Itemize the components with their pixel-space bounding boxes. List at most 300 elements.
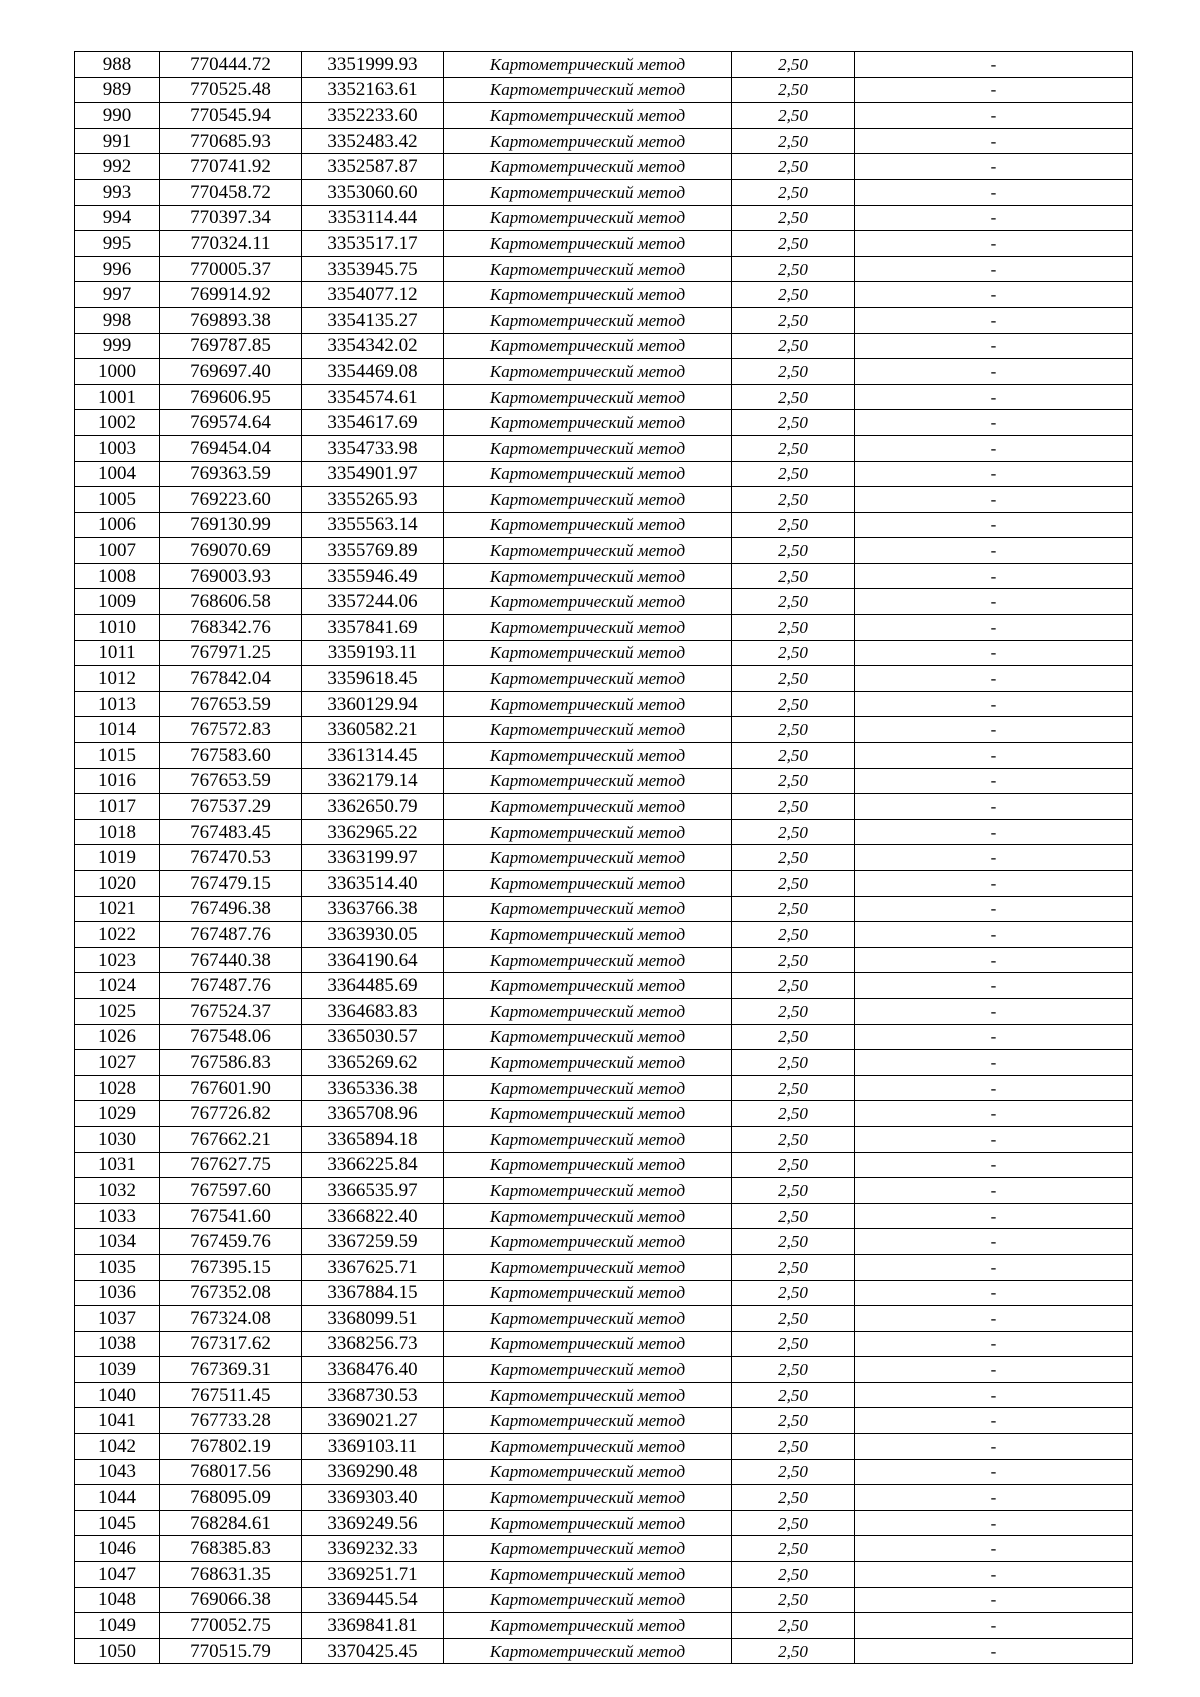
y-coordinate-cell: 3355265.93 (302, 487, 444, 513)
x-coordinate-cell: 770397.34 (160, 205, 302, 231)
note-cell: - (855, 154, 1133, 180)
table-row (75, 307, 1133, 333)
x-coordinate-cell: 767487.76 (160, 973, 302, 999)
table-row (75, 538, 1133, 564)
y-coordinate-cell: 3369249.56 (302, 1510, 444, 1536)
y-coordinate-cell: 3353114.44 (302, 205, 444, 231)
y-coordinate-cell: 3357244.06 (302, 589, 444, 615)
x-coordinate-cell: 767726.82 (160, 1101, 302, 1127)
point-number-cell: 1017 (75, 794, 160, 820)
y-coordinate-cell: 3363514.40 (302, 871, 444, 897)
note-cell: - (855, 282, 1133, 308)
y-coordinate-cell: 3368099.51 (302, 1306, 444, 1332)
x-coordinate-cell: 770685.93 (160, 128, 302, 154)
table-row (75, 819, 1133, 845)
accuracy-cell: 2,50 (732, 1126, 855, 1152)
accuracy-cell: 2,50 (732, 179, 855, 205)
y-coordinate-cell: 3368730.53 (302, 1382, 444, 1408)
method-cell: Картометрический метод (444, 973, 732, 999)
method-cell: Картометрический метод (444, 1357, 732, 1383)
table-row (75, 1178, 1133, 1204)
y-coordinate-cell: 3367884.15 (302, 1280, 444, 1306)
table-row (75, 282, 1133, 308)
note-cell: - (855, 998, 1133, 1024)
point-number-cell: 1015 (75, 743, 160, 769)
point-number-cell: 1049 (75, 1613, 160, 1639)
note-cell: - (855, 1075, 1133, 1101)
x-coordinate-cell: 769606.95 (160, 384, 302, 410)
method-cell: Картометрический метод (444, 768, 732, 794)
method-cell: Картометрический метод (444, 231, 732, 257)
table-row (75, 384, 1133, 410)
table-row (75, 1152, 1133, 1178)
method-cell: Картометрический метод (444, 896, 732, 922)
y-coordinate-cell: 3365708.96 (302, 1101, 444, 1127)
point-number-cell: 991 (75, 128, 160, 154)
x-coordinate-cell: 767586.83 (160, 1050, 302, 1076)
point-number-cell: 1018 (75, 819, 160, 845)
note-cell: - (855, 512, 1133, 538)
table-row (75, 1203, 1133, 1229)
y-coordinate-cell: 3363766.38 (302, 896, 444, 922)
y-coordinate-cell: 3360582.21 (302, 717, 444, 743)
table-row (75, 1024, 1133, 1050)
table-row (75, 1638, 1133, 1664)
table-row (75, 1126, 1133, 1152)
point-number-cell: 1007 (75, 538, 160, 564)
x-coordinate-cell: 767459.76 (160, 1229, 302, 1255)
note-cell: - (855, 1638, 1133, 1664)
table-row (75, 154, 1133, 180)
y-coordinate-cell: 3365336.38 (302, 1075, 444, 1101)
method-cell: Картометрический метод (444, 435, 732, 461)
point-number-cell: 993 (75, 179, 160, 205)
accuracy-cell: 2,50 (732, 922, 855, 948)
x-coordinate-cell: 768631.35 (160, 1562, 302, 1588)
table-row (75, 487, 1133, 513)
point-number-cell: 1023 (75, 947, 160, 973)
method-cell: Картометрический метод (444, 1101, 732, 1127)
point-number-cell: 1027 (75, 1050, 160, 1076)
method-cell: Картометрический метод (444, 77, 732, 103)
y-coordinate-cell: 3354077.12 (302, 282, 444, 308)
accuracy-cell: 2,50 (732, 1587, 855, 1613)
point-number-cell: 1029 (75, 1101, 160, 1127)
x-coordinate-cell: 767601.90 (160, 1075, 302, 1101)
x-coordinate-cell: 768017.56 (160, 1459, 302, 1485)
table-row (75, 589, 1133, 615)
accuracy-cell: 2,50 (732, 589, 855, 615)
table-row (75, 1050, 1133, 1076)
table-row (75, 410, 1133, 436)
accuracy-cell: 2,50 (732, 1229, 855, 1255)
note-cell: - (855, 103, 1133, 129)
method-cell: Картометрический метод (444, 615, 732, 641)
note-cell: - (855, 1536, 1133, 1562)
y-coordinate-cell: 3363930.05 (302, 922, 444, 948)
method-cell: Картометрический метод (444, 1178, 732, 1204)
method-cell: Картометрический метод (444, 154, 732, 180)
method-cell: Картометрический метод (444, 1536, 732, 1562)
method-cell: Картометрический метод (444, 998, 732, 1024)
point-number-cell: 1001 (75, 384, 160, 410)
x-coordinate-cell: 767483.45 (160, 819, 302, 845)
y-coordinate-cell: 3359193.11 (302, 640, 444, 666)
note-cell: - (855, 666, 1133, 692)
y-coordinate-cell: 3359618.45 (302, 666, 444, 692)
y-coordinate-cell: 3354574.61 (302, 384, 444, 410)
x-coordinate-cell: 767583.60 (160, 743, 302, 769)
accuracy-cell: 2,50 (732, 615, 855, 641)
point-number-cell: 1040 (75, 1382, 160, 1408)
method-cell: Картометрический метод (444, 640, 732, 666)
method-cell: Картометрический метод (444, 1613, 732, 1639)
x-coordinate-cell: 768095.09 (160, 1485, 302, 1511)
y-coordinate-cell: 3353945.75 (302, 256, 444, 282)
point-number-cell: 996 (75, 256, 160, 282)
table-row (75, 1587, 1133, 1613)
point-number-cell: 1020 (75, 871, 160, 897)
method-cell: Картометрический метод (444, 563, 732, 589)
table-row (75, 52, 1133, 78)
method-cell: Картометрический метод (444, 487, 732, 513)
y-coordinate-cell: 3355946.49 (302, 563, 444, 589)
x-coordinate-cell: 767487.76 (160, 922, 302, 948)
y-coordinate-cell: 3354901.97 (302, 461, 444, 487)
method-cell: Картометрический метод (444, 743, 732, 769)
method-cell: Картометрический метод (444, 947, 732, 973)
accuracy-cell: 2,50 (732, 998, 855, 1024)
table-row (75, 1536, 1133, 1562)
y-coordinate-cell: 3357841.69 (302, 615, 444, 641)
table-row (75, 1434, 1133, 1460)
method-cell: Картометрический метод (444, 1306, 732, 1332)
y-coordinate-cell: 3366535.97 (302, 1178, 444, 1204)
x-coordinate-cell: 767479.15 (160, 871, 302, 897)
note-cell: - (855, 384, 1133, 410)
method-cell: Картометрический метод (444, 1459, 732, 1485)
note-cell: - (855, 1229, 1133, 1255)
table-row (75, 743, 1133, 769)
point-number-cell: 1042 (75, 1434, 160, 1460)
point-number-cell: 1039 (75, 1357, 160, 1383)
accuracy-cell: 2,50 (732, 1101, 855, 1127)
x-coordinate-cell: 768606.58 (160, 589, 302, 615)
table-row (75, 1229, 1133, 1255)
x-coordinate-cell: 769893.38 (160, 307, 302, 333)
table-row (75, 77, 1133, 103)
note-cell: - (855, 307, 1133, 333)
x-coordinate-cell: 767627.75 (160, 1152, 302, 1178)
x-coordinate-cell: 769223.60 (160, 487, 302, 513)
y-coordinate-cell: 3369251.71 (302, 1562, 444, 1588)
table-row (75, 1562, 1133, 1588)
note-cell: - (855, 1203, 1133, 1229)
point-number-cell: 997 (75, 282, 160, 308)
note-cell: - (855, 179, 1133, 205)
method-cell: Картометрический метод (444, 1510, 732, 1536)
note-cell: - (855, 1280, 1133, 1306)
y-coordinate-cell: 3352483.42 (302, 128, 444, 154)
table-row (75, 794, 1133, 820)
method-cell: Картометрический метод (444, 359, 732, 385)
y-coordinate-cell: 3363199.97 (302, 845, 444, 871)
method-cell: Картометрический метод (444, 1408, 732, 1434)
table-row (75, 1101, 1133, 1127)
table-row (75, 333, 1133, 359)
point-number-cell: 1048 (75, 1587, 160, 1613)
y-coordinate-cell: 3369841.81 (302, 1613, 444, 1639)
note-cell: - (855, 1434, 1133, 1460)
x-coordinate-cell: 769070.69 (160, 538, 302, 564)
note-cell: - (855, 256, 1133, 282)
point-number-cell: 1002 (75, 410, 160, 436)
x-coordinate-cell: 767653.59 (160, 768, 302, 794)
x-coordinate-cell: 767662.21 (160, 1126, 302, 1152)
accuracy-cell: 2,50 (732, 282, 855, 308)
method-cell: Картометрический метод (444, 819, 732, 845)
table-row (75, 231, 1133, 257)
table-row (75, 768, 1133, 794)
method-cell: Картометрический метод (444, 103, 732, 129)
method-cell: Картометрический метод (444, 307, 732, 333)
y-coordinate-cell: 3367625.71 (302, 1254, 444, 1280)
x-coordinate-cell: 767317.62 (160, 1331, 302, 1357)
point-number-cell: 1026 (75, 1024, 160, 1050)
note-cell: - (855, 768, 1133, 794)
point-number-cell: 1030 (75, 1126, 160, 1152)
method-cell: Картометрический метод (444, 128, 732, 154)
method-cell: Картометрический метод (444, 1587, 732, 1613)
accuracy-cell: 2,50 (732, 256, 855, 282)
accuracy-cell: 2,50 (732, 1280, 855, 1306)
note-cell: - (855, 538, 1133, 564)
method-cell: Картометрический метод (444, 871, 732, 897)
accuracy-cell: 2,50 (732, 512, 855, 538)
method-cell: Картометрический метод (444, 282, 732, 308)
point-number-cell: 1022 (75, 922, 160, 948)
x-coordinate-cell: 770444.72 (160, 52, 302, 78)
table-row (75, 512, 1133, 538)
point-number-cell: 1043 (75, 1459, 160, 1485)
y-coordinate-cell: 3352587.87 (302, 154, 444, 180)
table-row (75, 256, 1133, 282)
point-number-cell: 1046 (75, 1536, 160, 1562)
accuracy-cell: 2,50 (732, 1357, 855, 1383)
x-coordinate-cell: 767597.60 (160, 1178, 302, 1204)
method-cell: Картометрический метод (444, 384, 732, 410)
point-number-cell: 1006 (75, 512, 160, 538)
point-number-cell: 990 (75, 103, 160, 129)
point-number-cell: 1045 (75, 1510, 160, 1536)
table-row (75, 128, 1133, 154)
accuracy-cell: 2,50 (732, 1434, 855, 1460)
table-row (75, 666, 1133, 692)
accuracy-cell: 2,50 (732, 768, 855, 794)
coordinates-table (74, 51, 1133, 1664)
note-cell: - (855, 691, 1133, 717)
note-cell: - (855, 77, 1133, 103)
table-row (75, 871, 1133, 897)
table-row (75, 359, 1133, 385)
accuracy-cell: 2,50 (732, 691, 855, 717)
accuracy-cell: 2,50 (732, 1203, 855, 1229)
accuracy-cell: 2,50 (732, 1254, 855, 1280)
y-coordinate-cell: 3354135.27 (302, 307, 444, 333)
method-cell: Картометрический метод (444, 410, 732, 436)
y-coordinate-cell: 3354469.08 (302, 359, 444, 385)
method-cell: Картометрический метод (444, 1638, 732, 1664)
y-coordinate-cell: 3369445.54 (302, 1587, 444, 1613)
note-cell: - (855, 359, 1133, 385)
accuracy-cell: 2,50 (732, 77, 855, 103)
x-coordinate-cell: 767440.38 (160, 947, 302, 973)
note-cell: - (855, 1510, 1133, 1536)
point-number-cell: 1038 (75, 1331, 160, 1357)
y-coordinate-cell: 3366822.40 (302, 1203, 444, 1229)
accuracy-cell: 2,50 (732, 333, 855, 359)
x-coordinate-cell: 770324.11 (160, 231, 302, 257)
accuracy-cell: 2,50 (732, 384, 855, 410)
y-coordinate-cell: 3361314.45 (302, 743, 444, 769)
table-row (75, 896, 1133, 922)
method-cell: Картометрический метод (444, 256, 732, 282)
note-cell: - (855, 231, 1133, 257)
accuracy-cell: 2,50 (732, 1408, 855, 1434)
x-coordinate-cell: 770741.92 (160, 154, 302, 180)
y-coordinate-cell: 3369290.48 (302, 1459, 444, 1485)
point-number-cell: 1012 (75, 666, 160, 692)
table-row (75, 615, 1133, 641)
table-row (75, 640, 1133, 666)
x-coordinate-cell: 767541.60 (160, 1203, 302, 1229)
table-row (75, 1408, 1133, 1434)
y-coordinate-cell: 3353517.17 (302, 231, 444, 257)
point-number-cell: 1010 (75, 615, 160, 641)
coordinates-table-body (75, 52, 1133, 1664)
y-coordinate-cell: 3354733.98 (302, 435, 444, 461)
point-number-cell: 1021 (75, 896, 160, 922)
method-cell: Картометрический метод (444, 1254, 732, 1280)
accuracy-cell: 2,50 (732, 871, 855, 897)
accuracy-cell: 2,50 (732, 538, 855, 564)
x-coordinate-cell: 770005.37 (160, 256, 302, 282)
method-cell: Картометрический метод (444, 922, 732, 948)
accuracy-cell: 2,50 (732, 1510, 855, 1536)
accuracy-cell: 2,50 (732, 1152, 855, 1178)
y-coordinate-cell: 3360129.94 (302, 691, 444, 717)
point-number-cell: 995 (75, 231, 160, 257)
x-coordinate-cell: 767572.83 (160, 717, 302, 743)
accuracy-cell: 2,50 (732, 154, 855, 180)
accuracy-cell: 2,50 (732, 1306, 855, 1332)
accuracy-cell: 2,50 (732, 359, 855, 385)
table-row (75, 691, 1133, 717)
note-cell: - (855, 410, 1133, 436)
table-row (75, 1382, 1133, 1408)
note-cell: - (855, 1050, 1133, 1076)
accuracy-cell: 2,50 (732, 435, 855, 461)
x-coordinate-cell: 767395.15 (160, 1254, 302, 1280)
note-cell: - (855, 52, 1133, 78)
table-row (75, 563, 1133, 589)
y-coordinate-cell: 3368476.40 (302, 1357, 444, 1383)
table-row (75, 845, 1133, 871)
point-number-cell: 992 (75, 154, 160, 180)
x-coordinate-cell: 769130.99 (160, 512, 302, 538)
note-cell: - (855, 1306, 1133, 1332)
point-number-cell: 1028 (75, 1075, 160, 1101)
note-cell: - (855, 794, 1133, 820)
accuracy-cell: 2,50 (732, 307, 855, 333)
method-cell: Картометрический метод (444, 461, 732, 487)
table-row (75, 998, 1133, 1024)
table-row (75, 1357, 1133, 1383)
method-cell: Картометрический метод (444, 179, 732, 205)
note-cell: - (855, 1024, 1133, 1050)
accuracy-cell: 2,50 (732, 205, 855, 231)
table-row (75, 1280, 1133, 1306)
method-cell: Картометрический метод (444, 1229, 732, 1255)
x-coordinate-cell: 767842.04 (160, 666, 302, 692)
y-coordinate-cell: 3354617.69 (302, 410, 444, 436)
table-row (75, 1331, 1133, 1357)
note-cell: - (855, 1178, 1133, 1204)
method-cell: Картометрический метод (444, 1434, 732, 1460)
method-cell: Картометрический метод (444, 1050, 732, 1076)
point-number-cell: 1000 (75, 359, 160, 385)
method-cell: Картометрический метод (444, 1203, 732, 1229)
point-number-cell: 1014 (75, 717, 160, 743)
y-coordinate-cell: 3368256.73 (302, 1331, 444, 1357)
x-coordinate-cell: 769697.40 (160, 359, 302, 385)
method-cell: Картометрический метод (444, 717, 732, 743)
method-cell: Картометрический метод (444, 845, 732, 871)
y-coordinate-cell: 3353060.60 (302, 179, 444, 205)
note-cell: - (855, 487, 1133, 513)
note-cell: - (855, 1587, 1133, 1613)
y-coordinate-cell: 3362965.22 (302, 819, 444, 845)
note-cell: - (855, 845, 1133, 871)
note-cell: - (855, 461, 1133, 487)
point-number-cell: 1019 (75, 845, 160, 871)
table-row (75, 1254, 1133, 1280)
note-cell: - (855, 717, 1133, 743)
table-row (75, 1510, 1133, 1536)
note-cell: - (855, 589, 1133, 615)
table-row (75, 1459, 1133, 1485)
point-number-cell: 1032 (75, 1178, 160, 1204)
accuracy-cell: 2,50 (732, 1178, 855, 1204)
x-coordinate-cell: 767511.45 (160, 1382, 302, 1408)
y-coordinate-cell: 3355563.14 (302, 512, 444, 538)
x-coordinate-cell: 767470.53 (160, 845, 302, 871)
point-number-cell: 994 (75, 205, 160, 231)
table-row (75, 205, 1133, 231)
point-number-cell: 989 (75, 77, 160, 103)
x-coordinate-cell: 767733.28 (160, 1408, 302, 1434)
table-row (75, 973, 1133, 999)
method-cell: Картометрический метод (444, 691, 732, 717)
note-cell: - (855, 922, 1133, 948)
method-cell: Картометрический метод (444, 1024, 732, 1050)
note-cell: - (855, 1254, 1133, 1280)
point-number-cell: 988 (75, 52, 160, 78)
method-cell: Картометрический метод (444, 205, 732, 231)
note-cell: - (855, 947, 1133, 973)
table-row (75, 103, 1133, 129)
table-row (75, 435, 1133, 461)
